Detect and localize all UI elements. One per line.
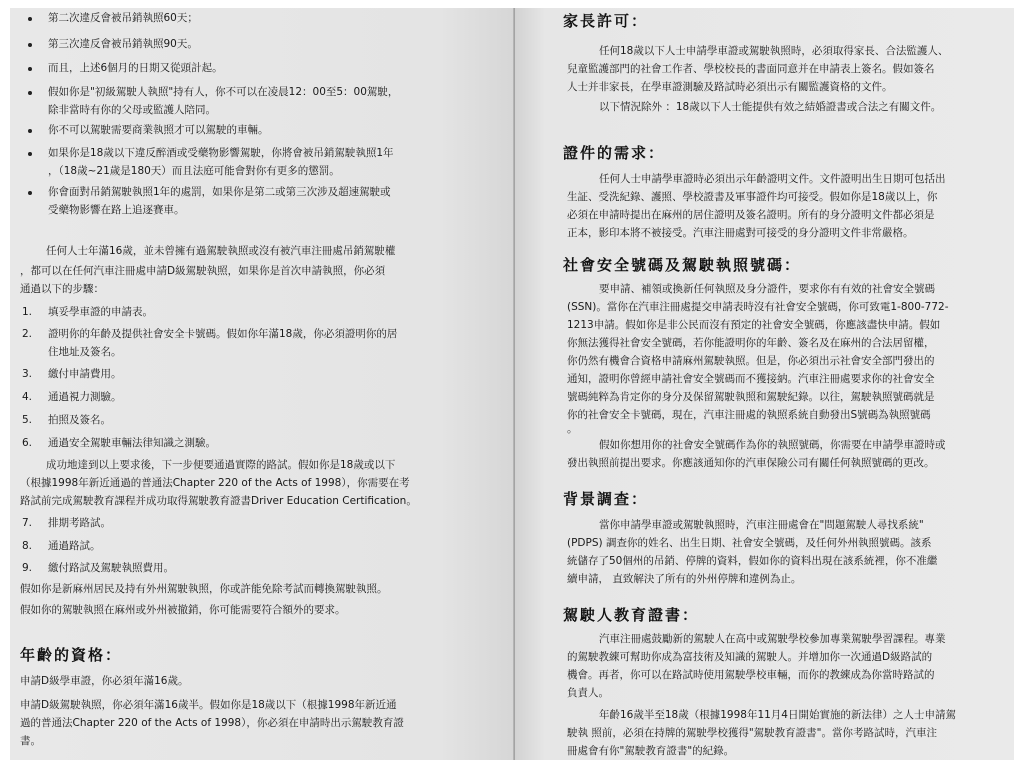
ssn-line: 1213申請。假如你是非公民而沒有預定的社會安全號碼，你應該盡快申請。假如 — [567, 319, 941, 331]
parent-line: 以下情況除外 ：18歲以下人士能提供有效之結婚證書或合法之有關文件。 — [599, 101, 942, 113]
ssn-line: 號碼純粹為肯定你的身分及保留駕駛執照和駕駛紀錄。以往，駕駛執照號碼就是 — [567, 391, 935, 403]
documents-line: 必須在申請時提出在麻州的居住證明及簽名證明。所有的身分證明文件都必須是 — [567, 209, 935, 221]
documents-line: 任何人士申請學車證時必須出示年齡證明文件。文件證明出生日期可包括出 — [599, 173, 946, 185]
road-test-line: （根據1998年新近通過的普通法Chapter 220 of the Acts of 1998），你需要在考 — [20, 477, 410, 489]
documents-line: 生証、受洗紀錄、護照、學校證書及軍事證件均可接受。假如你是18歲以上，你 — [567, 191, 938, 203]
education-line: 冊處會有你"駕駛教育證書"的紀錄。 — [567, 745, 735, 757]
education-line: 汽車注冊處鼓勵新的駕駛人在高中或駕駛學校參加專業駕駛學習課程。專業 — [599, 633, 946, 645]
ssn-line: 通知，證明你曾經申請社會安全號碼而不獲接納。汽車注冊處要求你的社會安全 — [567, 373, 935, 385]
step-number: 5. — [22, 414, 33, 426]
ssn-line: 要申請、補領或換新任何執照及身分證件，要求你有有效的社會安全號碼 — [599, 283, 935, 295]
bullet-text: 你不可以駕駛需要商業執照才可以駕駛的車輛。 — [48, 124, 269, 136]
section-heading-ssn: 社會安全號碼及駕駛執照號碼： — [563, 256, 802, 274]
step-number: 9. — [22, 562, 33, 574]
step-text: 通過視力測驗。 — [48, 391, 122, 403]
ssn-line: 你仍然有機會合資格申請麻州駕駛執照。但是，你必須出示社會安全部門發出的 — [567, 355, 935, 367]
intro-line: 通過以下的步驟： — [20, 283, 104, 295]
bullet-text: 除非當時有你的父母或監護人陪同。 — [48, 104, 216, 116]
education-line: 年齡16歲半至18歲（根據1998年11月4日開始實施的新法律）之人士申請駕 — [599, 709, 956, 721]
step-text: 排期考路試。 — [48, 517, 111, 529]
bullet-text: 而且，上述6個月的日期又從頭計起。 — [48, 62, 223, 74]
age-line: 申請D級學車證，你必須年滿16歲。 — [20, 675, 189, 687]
background-line: 當你申請學車證或駕駛執照時，汽車注冊處會在"問題駕駛人尋找系統" — [599, 519, 924, 531]
bullet-dot — [28, 17, 32, 21]
step-number: 1. — [22, 306, 33, 318]
step-text: 通過安全駕駛車輛法律知識之測驗。 — [48, 437, 216, 449]
step-text: 拍照及簽名。 — [48, 414, 111, 426]
step-text: 繳付申請費用。 — [48, 368, 122, 380]
step-number: 8. — [22, 540, 33, 552]
ssn-line: 發出執照前提出要求。你應該通知你的汽車保險公司有關任何執照號碼的更改。 — [567, 457, 935, 469]
age-line: 過的普通法Chapter 220 of the Acts of 1998），你必須在申請時出示駕駛教育證 — [20, 717, 404, 729]
bullet-text: 第二次違反會被吊銷執照60天； — [48, 12, 198, 24]
section-heading-documents: 證件的需求： — [563, 144, 666, 162]
bullet-text: 第三次違反會被吊銷執照90天。 — [48, 38, 198, 50]
section-heading-driver-education: 駕駛人教育證書： — [563, 606, 700, 624]
left-page — [10, 8, 515, 760]
ssn-line: (SSN)。當你在汽車注冊處提交申請表時沒有社會安全號碼，你可致電1-800-772- — [567, 301, 949, 313]
step-number: 6. — [22, 437, 33, 449]
bullet-dot — [28, 129, 32, 133]
section-heading-background-check: 背景調查： — [563, 490, 649, 508]
section-heading-parent-permission: 家長許可： — [563, 12, 649, 30]
intro-line: 任何人士年滿16歲，並未曾擁有過駕駛執照或沒有被汽車注冊處吊銷駕駛權 — [46, 245, 396, 257]
background-line: 續申請， 直致解決了所有的外州停牌和違例為止。 — [567, 573, 802, 585]
step-number: 4. — [22, 391, 33, 403]
parent-line: 兒童監護部門的社會工作者、學校校長的書面同意并在申請表上簽名。假如簽名 — [567, 63, 935, 75]
ssn-line: 你無法獲得社會安全號碼，若你能證明你的年齡、簽名及在麻州的合法居留權， — [567, 337, 935, 349]
bullet-text: ，（18歲~21歲是180天）而且法庭可能會對你有更多的懲罰。 — [48, 165, 340, 177]
step-text: 繳付路試及駕駛執照費用。 — [48, 562, 174, 574]
closing-line: 假如你的駕駛執照在麻州或外州被撤銷，你可能需要符合額外的要求。 — [20, 604, 346, 616]
background-line: (PDPS) 調查你的姓名、出生日期、社會安全號碼，及任何外州執照號碼。該系 — [567, 537, 932, 549]
bullet-text: 如果你是18歲以下違反醉酒或受藥物影響駕駛，你將會被吊銷駕駛執照1年 — [48, 147, 394, 159]
education-line: 機會。再者，你可以在路試時使用駕駛學校車輛，而你的教練成為你當時路試的 — [567, 669, 935, 681]
bullet-text: 你會面對吊銷駕駛執照1年的處罰，如果你是第二或第三次涉及超速駕駛或 — [48, 186, 391, 198]
ssn-line: 你的社會安全卡號碼，現在，汽車注冊處的執照系統自動發出S號碼為執照號碼 — [567, 409, 931, 421]
step-text: 通過路試。 — [48, 540, 101, 552]
ssn-line: 假如你想用你的社會安全號碼作為你的執照號碼，你需要在申請學車證時或 — [599, 439, 946, 451]
parent-line: 人士并非家長，在學車證測驗及路試時必須出示有關監護資格的文件。 — [567, 81, 893, 93]
right-page — [515, 8, 1014, 760]
background-line: 統儲存了50個州的吊銷、停牌的資料，假如你的資料出現在該系統裡，你不准繼 — [567, 555, 938, 567]
closing-line: 假如你是新麻州居民及持有外州駕駛執照，你或許能免除考試而轉換駕駛執照。 — [20, 583, 388, 595]
parent-line: 任何18歲以下人士申請學車證或駕駛執照時，必須取得家長、合法監護人、 — [599, 45, 949, 57]
bullet-dot — [28, 91, 32, 95]
step-number: 2. — [22, 328, 33, 340]
age-line: 書。 — [20, 735, 41, 747]
documents-line: 正本，影印本將不被接受。汽車注冊處對可接受的身分證明文件非常嚴格。 — [567, 227, 914, 239]
bullet-text: 受藥物影響在路上追逐賽車。 — [48, 204, 185, 216]
bullet-dot — [28, 152, 32, 156]
bullet-dot — [28, 191, 32, 195]
step-text: 證明你的年齡及提供社會安全卡號碼。假如你年滿18歲，你必須證明你的居 — [48, 328, 398, 340]
age-line: 申請D級駕駛執照，你必須年滿16歲半。假如你是18歲以下（根據1998年新近通 — [20, 699, 397, 711]
bullet-dot — [28, 43, 32, 47]
education-line: 的駕駛教練可幫助你成為富技術及知識的駕駛人。并增加你一次通過D級路試的 — [567, 651, 933, 663]
bullet-dot — [28, 67, 32, 71]
step-number: 7. — [22, 517, 33, 529]
scanned-booklet-spread — [10, 8, 1014, 760]
ssn-line: 。 — [567, 423, 578, 435]
step-number: 3. — [22, 368, 33, 380]
road-test-line: 路試前完成駕駛教育課程并成功取得駕駛教育證書Driver Education Certification。 — [20, 495, 417, 507]
road-test-line: 成功地達到以上要求後，下一步便要通過實際的路試。假如你是18歲或以下 — [46, 459, 396, 471]
intro-line: ，都可以在任何汽車注冊處申請D級駕駛執照，如果你是首次申請執照，你必須 — [20, 265, 386, 277]
education-line: 駛執 照前，必須在持牌的駕駛學校獲得"駕駛教育證書"。當你考路試時，汽車注 — [567, 727, 937, 739]
step-text: 住地址及簽名。 — [48, 346, 122, 358]
section-heading-age: 年齡的資格： — [20, 646, 123, 664]
education-line: 負責人。 — [567, 687, 609, 699]
step-text: 填妥學車證的申請表。 — [48, 306, 153, 318]
bullet-text: 假如你是"初級駕駛人執照"持有人，你不可以在凌晨12：00至5：00駕駛， — [48, 86, 399, 98]
